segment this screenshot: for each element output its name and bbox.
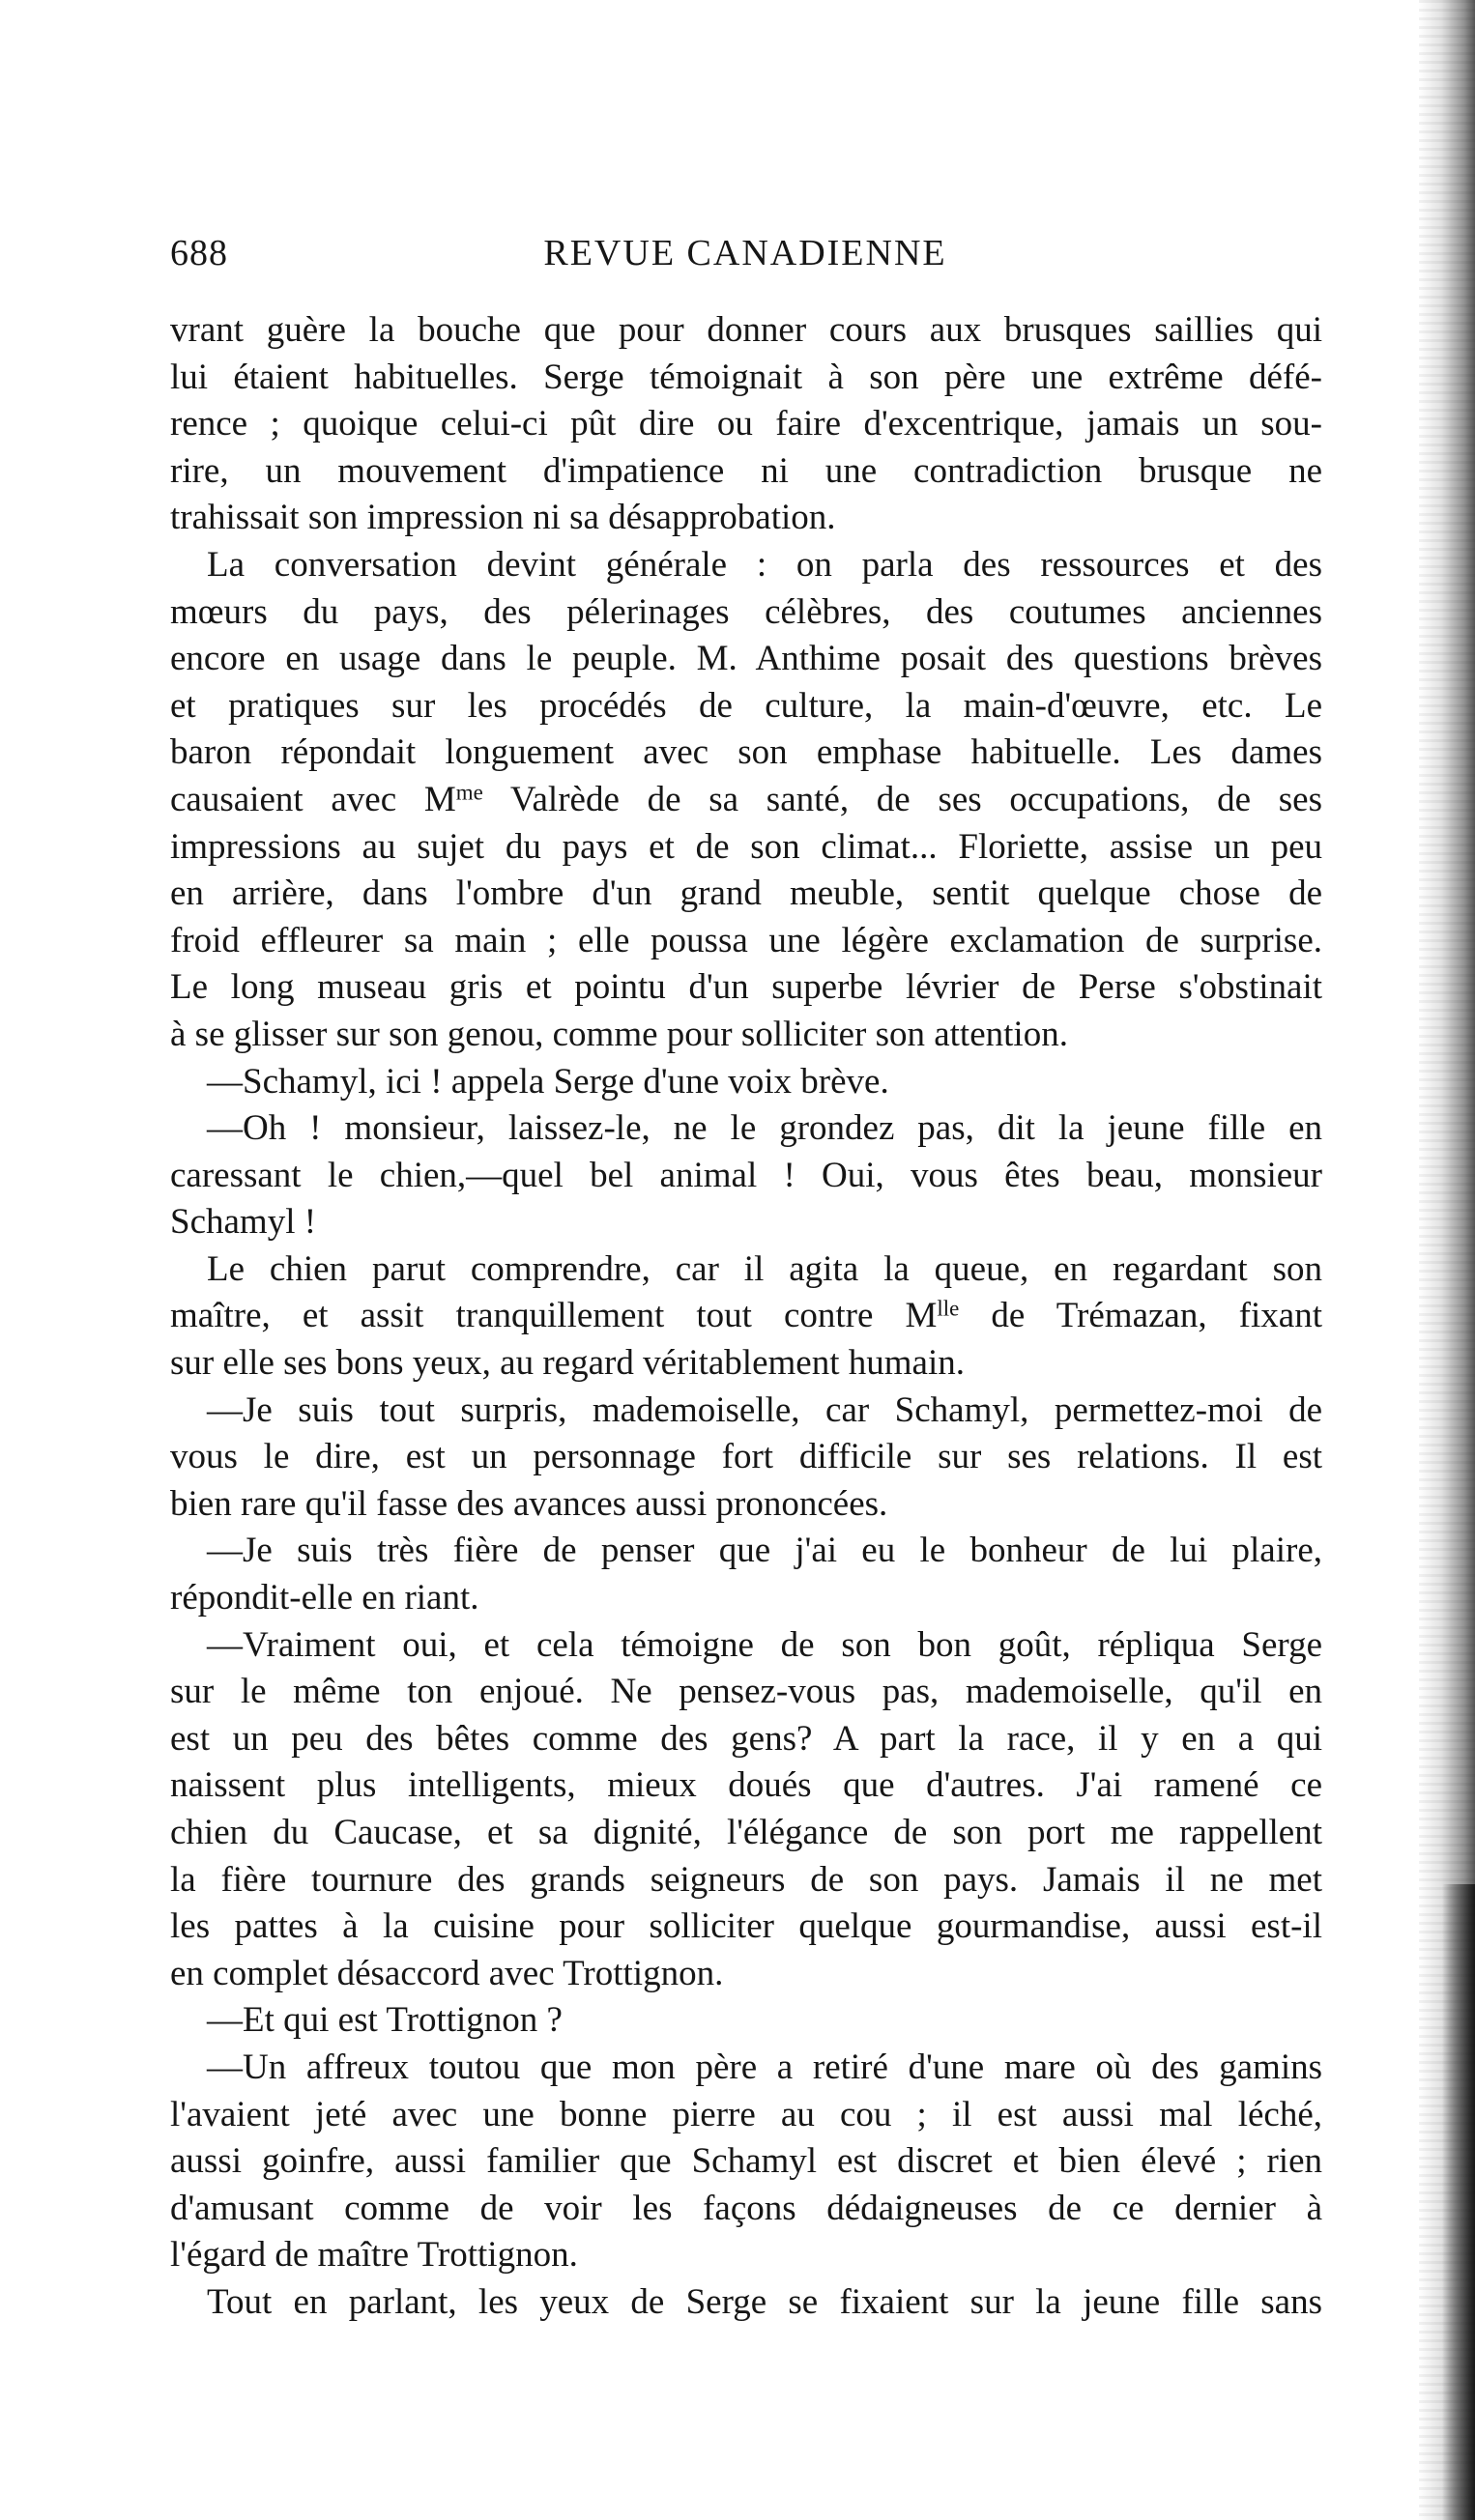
text-line	[170, 2045, 1322, 2092]
text-segment: sur elle ses bons yeux, au regard véritablement humain.	[170, 1343, 965, 1384]
text-line	[170, 448, 1322, 496]
text-line	[170, 1575, 1322, 1622]
text-segment: rire, un mouvement d'impatience ni une contradiction brusque ne	[170, 450, 1322, 491]
text-line	[170, 1481, 1322, 1529]
text-segment: vous le dire, est un personnage fort difficile sur ses relations. Il est	[170, 1437, 1322, 1477]
text-segment: caressant le chien,—quel bel animal ! Oui, vous êtes beau, monsieur	[170, 1155, 1322, 1195]
text-line	[170, 918, 1322, 965]
text-line	[170, 1153, 1322, 1200]
text-segment: froid effleurer sa main ; elle poussa une légère exclamation de surprise.	[170, 920, 1322, 960]
text-line	[170, 636, 1322, 683]
text-line	[170, 2232, 1322, 2279]
text-line	[170, 1434, 1322, 1481]
text-segment: à se glisser sur son genou, comme pour solliciter son attention.	[170, 1014, 1068, 1054]
text-line	[170, 495, 1322, 542]
text-line	[170, 1246, 1322, 1294]
text-segment: trahissait son impression ni sa désapprobation.	[170, 498, 836, 538]
text-line	[170, 1012, 1322, 1059]
text-line	[170, 1669, 1322, 1716]
text-segment: —Je suis tout surpris, mademoiselle, car Schamyl, permettez-moi de	[207, 1389, 1322, 1430]
text-segment: de Trémazan, fixant	[959, 1296, 1322, 1336]
text-line	[170, 824, 1322, 872]
text-line	[170, 2138, 1322, 2186]
text-segment: d'amusant comme de voir les façons dédaigneuses de ce dernier à	[170, 2188, 1322, 2228]
text-segment: Le long museau gris et pointu d'un superbe lévrier de Perse s'obstinait	[170, 967, 1322, 1008]
text-segment: est un peu des bêtes comme des gens? A part la race, il y en a qui	[170, 1718, 1322, 1759]
text-segment: Valrède de sa santé, de ses occupations, de ses	[482, 779, 1322, 819]
text-line	[170, 1340, 1322, 1388]
text-segment: en complet désaccord avec Trottignon.	[170, 1953, 724, 1993]
text-segment: et pratiques sur les procédés de culture, la main-d'œuvre, etc. Le	[170, 685, 1322, 726]
text-line	[170, 401, 1322, 448]
text-segment: —Et qui est Trottignon ?	[207, 2000, 563, 2041]
text-line	[170, 730, 1322, 777]
text-line	[170, 964, 1322, 1012]
text-segment: —Schamyl, ici ! appela Serge d'une voix brève.	[207, 1061, 889, 1102]
text-segment: lui étaient habituelles. Serge témoignait à son père une extrême défé-	[170, 357, 1322, 397]
text-segment: La conversation devint générale : on parla des ressources et des	[207, 544, 1322, 585]
text-segment: la fière tournure des grands seigneurs de son pays. Jamais il ne met	[170, 1859, 1322, 1900]
text-segment: —Un affreux toutou que mon père a retiré d'une mare où des gamins	[207, 2047, 1322, 2087]
text-segment: naissent plus intelligents, mieux doués que d'autres. J'ai ramené ce	[170, 1765, 1322, 1806]
text-line	[170, 1997, 1322, 2045]
text-segment: répondit-elle en riant.	[170, 1578, 479, 1618]
text-line	[170, 1951, 1322, 1998]
text-line	[170, 355, 1322, 402]
text-segment: impressions au sujet du pays et de son climat... Floriette, assise un peu	[170, 826, 1322, 867]
text-line	[170, 683, 1322, 730]
body-text	[170, 307, 1322, 2327]
text-line	[170, 542, 1322, 589]
text-segment: baron répondait longuement avec son emphase habituelle. Les dames	[170, 732, 1322, 773]
text-line	[170, 1528, 1322, 1575]
text-segment: causaient avec M	[170, 779, 456, 819]
text-segment: —Oh ! monsieur, laissez-le, ne le grondez pas, dit la jeune fille en	[207, 1108, 1322, 1149]
text-segment: encore en usage dans le peuple. M. Anthime posait des questions brèves	[170, 639, 1322, 679]
text-segment: maître, et assit tranquillement tout contre M	[170, 1296, 938, 1336]
text-segment: en arrière, dans l'ombre d'un grand meuble, sentit quelque chose de	[170, 873, 1322, 914]
page-header	[170, 232, 1320, 290]
text-segment: Schamyl !	[170, 1202, 317, 1243]
text-line	[170, 2186, 1322, 2233]
text-line	[170, 1059, 1322, 1106]
superscript: lle	[937, 1297, 960, 1321]
text-line	[170, 2279, 1322, 2327]
text-segment: —Je suis très fière de penser que j'ai eu le bonheur de lui plaire,	[207, 1531, 1322, 1571]
text-line	[170, 1388, 1322, 1435]
text-line	[170, 1622, 1322, 1670]
text-segment: l'avaient jeté avec une bonne pierre au cou ; il est aussi mal léché,	[170, 2094, 1322, 2134]
text-segment: chien du Caucase, et sa dignité, l'élégance de son port me rappellent	[170, 1813, 1322, 1852]
text-line	[170, 1293, 1322, 1340]
running-title: REVUE CANADIENNE	[543, 233, 947, 273]
text-line	[170, 777, 1322, 824]
text-line	[170, 1904, 1322, 1951]
text-line	[170, 307, 1322, 355]
text-line	[170, 1105, 1322, 1153]
page-number: 688	[170, 233, 228, 273]
scanned-page-edge-shadow	[1442, 1884, 1475, 2520]
text-line	[170, 1716, 1322, 1763]
text-line	[170, 1762, 1322, 1810]
text-segment: mœurs du pays, des pélerinages célèbres, des coutumes anciennes	[170, 591, 1322, 632]
text-segment: bien rare qu'il fasse des avances aussi prononcées.	[170, 1483, 888, 1524]
text-segment: vrant guère la bouche que pour donner cours aux brusques saillies qui	[170, 310, 1322, 350]
text-segment: sur le même ton enjoué. Ne pensez-vous pas, mademoiselle, qu'il en	[170, 1672, 1322, 1712]
text-line	[170, 1199, 1322, 1246]
text-line	[170, 871, 1322, 918]
text-line	[170, 2092, 1322, 2139]
text-line	[170, 1810, 1322, 1857]
text-line	[170, 589, 1322, 637]
text-segment: rence ; quoique celui-ci pût dire ou faire d'excentrique, jamais un sou-	[170, 404, 1322, 444]
text-segment: —Vraiment oui, et cela témoigne de son bon goût, répliqua Serge	[207, 1624, 1322, 1665]
text-segment: Le chien parut comprendre, car il agita la queue, en regardant son	[207, 1248, 1322, 1289]
text-segment: aussi goinfre, aussi familier que Schamyl est discret et bien élevé ; rien	[170, 2141, 1322, 2182]
superscript: me	[455, 780, 483, 805]
text-segment: l'égard de maître Trottignon.	[170, 2235, 578, 2276]
text-segment: Tout en parlant, les yeux de Serge se fixaient sur la jeune fille sans	[207, 2281, 1322, 2322]
text-line	[170, 1857, 1322, 1904]
text-segment: les pattes à la cuisine pour solliciter quelque gourmandise, aussi est-il	[170, 1906, 1322, 1947]
